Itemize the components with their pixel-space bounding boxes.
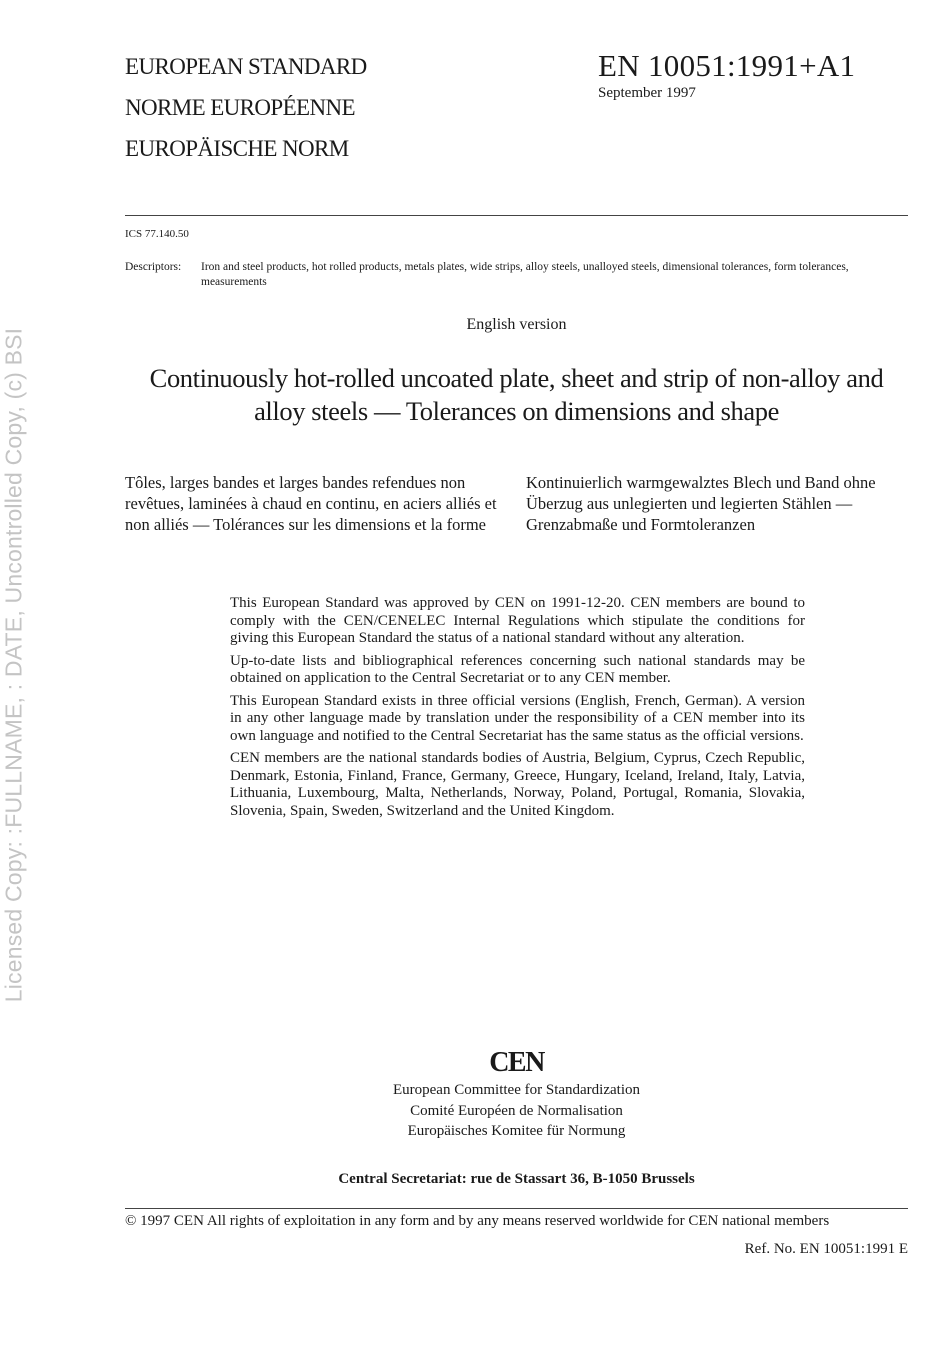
standard-name-fr: NORME EUROPÉENNE [125, 95, 355, 120]
descriptors-value: Iron and steel products, hot rolled products, metals plates, wide strips, alloy steels, unalloyed steels, dimensional tolerances, form tolerances, measurements [201, 261, 849, 288]
approval-paragraph: This European Standard was approved by CEN on 1991-12-20. CEN members are bound to comply with the CEN/CENELEC Internal Regulations which stipulate the conditions for giving this European Standard the status of a national standard without any alteration. [230, 595, 805, 646]
standard-names [125, 46, 367, 169]
cen-block [125, 1046, 908, 1142]
footer-divider [125, 1208, 908, 1209]
approval-paragraph: CEN members are the national standards bodies of Austria, Belgium, Cyprus, Czech Republic, Denmark, Estonia, Finland, France, Germany, Greece, Hungary, Iceland, Ireland, Italy, Latvia, Lithuania, Luxembourg, Malta, Netherlands, Norway, Poland, Portugal, Romania, Slovakia, Slovenia, Spain, Sweden, Switzerland and the United Kingdom. [230, 750, 805, 819]
header-divider [125, 215, 908, 216]
watermark-text: Licensed Copy: :FULLNAME, : DATE, Uncontrolled Copy, (c) BSI [0, 327, 27, 1003]
descriptors-label: Descriptors: [125, 261, 182, 273]
ics-code: ICS 77.140.50 [125, 228, 189, 240]
cen-logo: CEN [489, 1047, 544, 1078]
cen-name-en: European Committee for Standardization [392, 1082, 640, 1098]
standard-name-de: EUROPÄISCHE NORM [125, 136, 349, 161]
approval-text [230, 595, 805, 825]
document-title: Continuously hot-rolled uncoated plate, sheet and strip of non-alloy and alloy steels — Tolerances on dimensions and shape [149, 363, 884, 426]
standard-number: EN 10051:1991+A1 [598, 48, 856, 83]
standard-name-en: EUROPEAN STANDARD [125, 54, 367, 79]
approval-paragraph: Up-to-date lists and bibliographical references concerning such national standards may be obtained on application to the Central Secretariat or to any CEN member. [230, 652, 805, 686]
reference-number: Ref. No. EN 10051:1991 E [744, 1241, 908, 1257]
cen-name-fr: Comité Européen de Normalisation [410, 1102, 623, 1119]
central-secretariat: Central Secretariat: rue de Stassart 36, B-1050 Brussels [338, 1171, 695, 1187]
publication-date: September 1997 [598, 85, 696, 101]
copyright-notice: © 1997 CEN All rights of exploitation in any form and by any means reserved worldwide for CEN national members [125, 1213, 830, 1229]
title-german: Kontinuierlich warmgewalztes Blech und Band ohne Überzug aus unlegierten und legierten Stählen — Grenzabmaße und Formtoleranzen [526, 473, 876, 534]
title-french: Tôles, larges bandes et larges bandes refendues non revêtues, laminées à chaud en continu, en aciers alliés et non alliés — Tolérances sur les dimensions et la forme [125, 473, 497, 534]
cen-name-de: Europäisches Komitee für Normung [407, 1123, 626, 1139]
approval-paragraph: This European Standard exists in three official versions (English, French, German). A version in any other language made by translation under the responsibility of a CEN member into its own language and notified to the Central Secretariat has the same status as the official versions. [230, 692, 805, 744]
descriptors [125, 260, 910, 290]
language-version: English version [466, 316, 567, 333]
